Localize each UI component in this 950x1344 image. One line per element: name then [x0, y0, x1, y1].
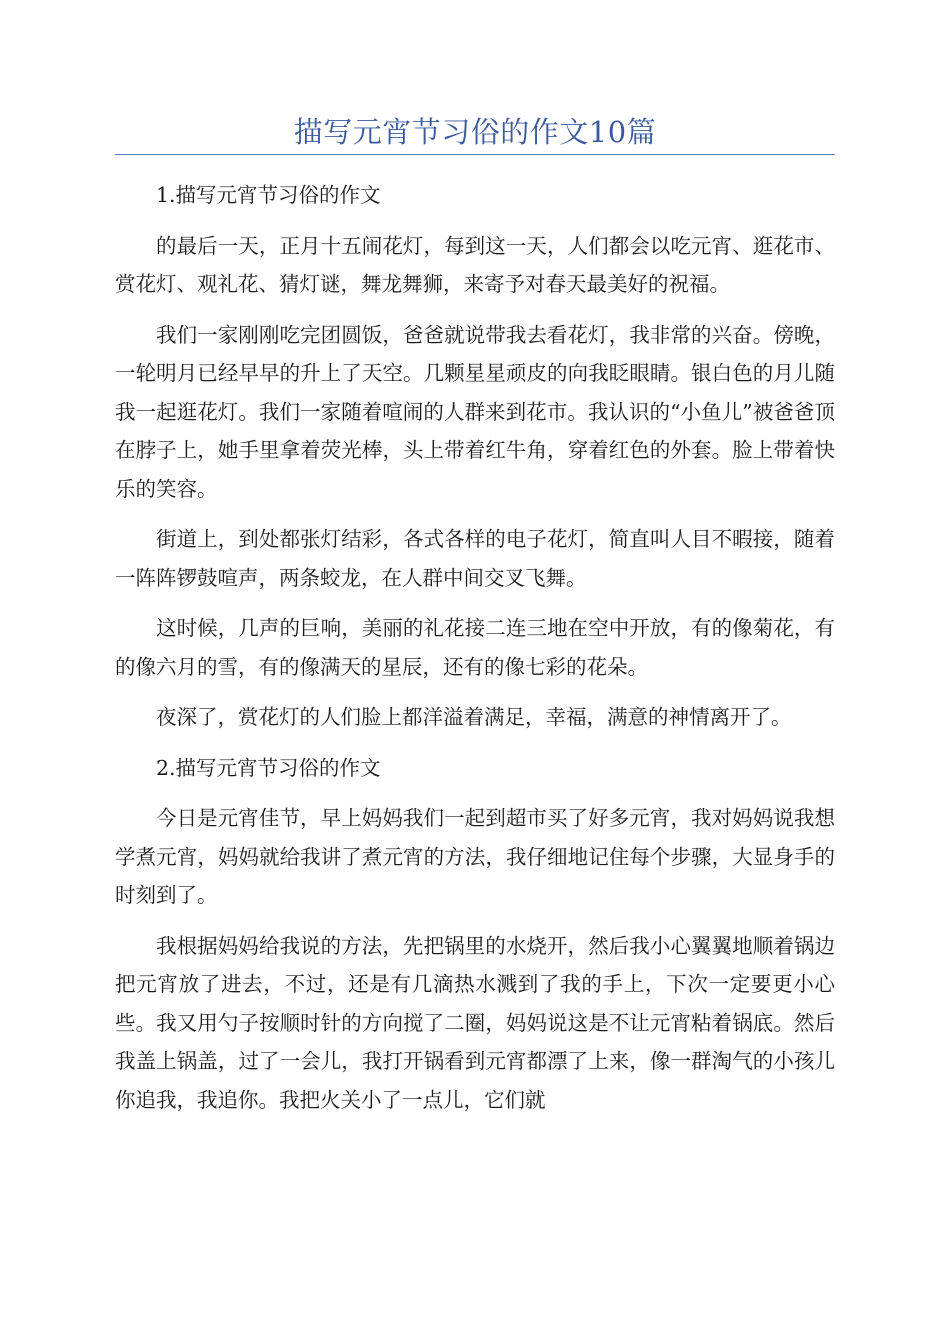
paragraph: 我们一家刚刚吃完团圆饭，爸爸就说带我去看花灯，我非常的兴奋。傍晚，一轮明月已经早早的升上了天空。几颗星星顽皮的向我眨眼睛。银白色的月儿随我一起逛花灯。我们一家随着喧闹的人群来到花市。我认识的“小鱼儿”被爸爸顶在脖子上，她手里拿着荧光棒，头上带着红牛角，穿着红色的外套。脸上带着快乐的笑容。 — [115, 322, 835, 501]
paragraph: 我根据妈妈给我说的方法，先把锅里的水烧开，然后我小心翼翼地顺着锅边把元宵放了进去，不过，还是有几滴热水溅到了我的手上，下次一定要更小心些。我又用勺子按顺时针的方向搅了二圈，妈妈说这是不让元宵粘着锅底。然后我盖上锅盖，过了一会儿，我打开锅看到元宵都漂了上来，像一群淘气的小孩儿你追我，我追你。我把火关小了一点儿，它们就 — [115, 933, 835, 1112]
paragraph: 的最后一天，正月十五闹花灯，每到这一天，人们都会以吃元宵、逛花市、赏花灯、观礼花、猜灯谜，舞龙舞狮，来寄予对春天最美好的祝福。 — [115, 233, 835, 296]
title-underline — [115, 154, 835, 155]
document-title: 描写元宵节习俗的作文10篇 — [293, 115, 657, 149]
paragraph: 街道上，到处都张灯结彩，各式各样的电子花灯，简直叫人目不暇接，随着一阵阵锣鼓喧声，两条蛟龙，在人群中间交叉飞舞。 — [115, 527, 835, 590]
section-heading-1: 1.描写元宵节习俗的作文 — [156, 183, 381, 207]
paragraph: 今日是元宵佳节，早上妈妈我们一起到超市买了好多元宵，我对妈妈说我想学煮元宵，妈妈就给我讲了煮元宵的方法，我仔细地记住每个步骤，大显身手的时刻到了。 — [115, 806, 835, 907]
section-heading-2: 2.描写元宵节习俗的作文 — [156, 755, 381, 780]
paragraph: 这时候，几声的巨响，美丽的礼花接二连三地在空中开放，有的像菊花，有的像六月的雪，有的像满天的星辰，还有的像七彩的花朵。 — [115, 616, 835, 679]
document-body — [115, 176, 835, 1131]
paragraph: 夜深了，赏花灯的人们脸上都洋溢着满足，幸福，满意的神情离开了。 — [156, 705, 792, 729]
